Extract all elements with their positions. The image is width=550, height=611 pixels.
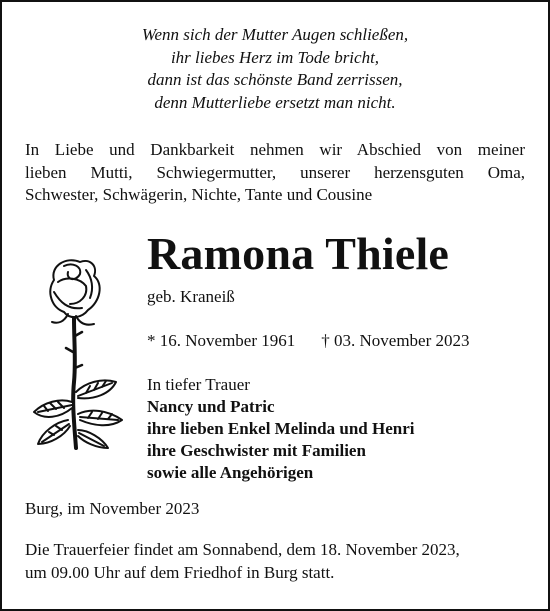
mourner-line: Nancy und Patric xyxy=(147,397,275,416)
life-dates xyxy=(147,331,470,351)
poem-line: ihr liebes Herz im Tode bricht, xyxy=(170,47,380,67)
funeral-service-notice xyxy=(25,539,525,584)
place-date: Burg, im November 2023 xyxy=(25,499,200,518)
mourner-line: ihre lieben Enkel Melinda und Henri xyxy=(147,419,415,438)
intro-line: lieben Mutti, Schwiegermutter, unserer herzensguten Oma, xyxy=(25,162,525,182)
death-date: † 03. November 2023 xyxy=(321,331,470,350)
mourners-heading: In tiefer Trauer xyxy=(147,375,250,394)
intro-line: Schwester, Schwägerin, Nichte, Tante und Cousine xyxy=(25,185,373,204)
service-line: um 09.00 Uhr auf dem Friedhof in Burg statt. xyxy=(25,562,335,582)
mourner-line: ihre Geschwister mit Familien xyxy=(147,441,366,460)
poem xyxy=(0,24,550,114)
rose-icon xyxy=(24,252,132,452)
intro-text xyxy=(25,139,525,207)
poem-line: Wenn sich der Mutter Augen schließen, xyxy=(141,25,409,44)
birth-date: * 16. November 1961 xyxy=(147,331,296,350)
mourners xyxy=(147,374,414,484)
intro-line: In Liebe und Dankbarkeit nehmen wir Abschied von meiner xyxy=(25,140,525,159)
poem-line: denn Mutterliebe ersetzt man nicht. xyxy=(154,92,396,112)
service-line: Die Trauerfeier findet am Sonnabend, dem 18. November 2023, xyxy=(25,540,460,559)
poem-line: dann ist das schönste Band zerrissen, xyxy=(147,70,403,89)
maiden-name: geb. Kraneiß xyxy=(147,287,235,306)
deceased-name: Ramona Thiele xyxy=(147,228,450,279)
mourner-line: sowie alle Angehörigen xyxy=(147,463,314,482)
